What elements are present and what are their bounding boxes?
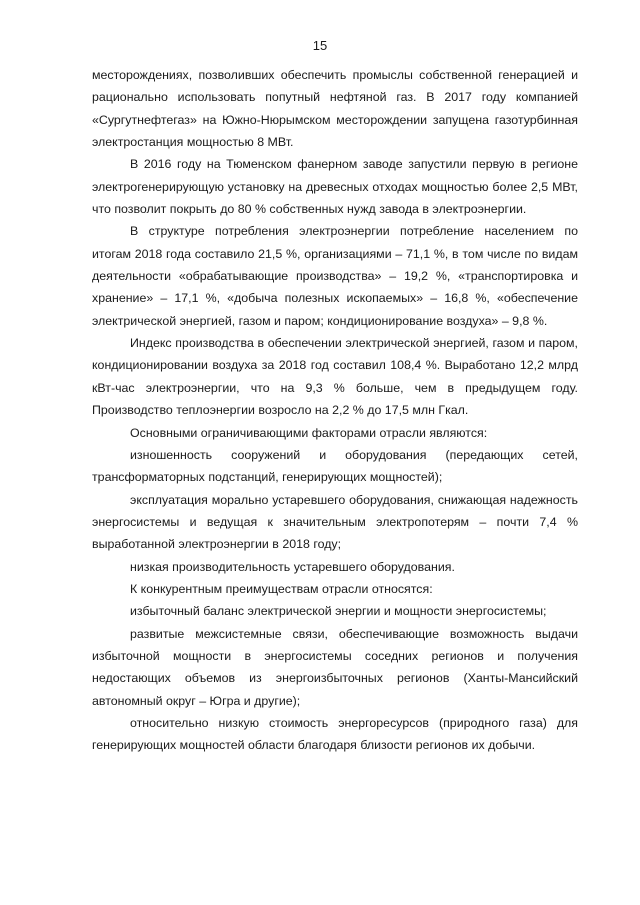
document-body	[92, 64, 578, 757]
paragraph-advantages-intro: К конкурентным преимуществам отрасли относятся:	[130, 581, 433, 596]
paragraph-limiting-factors-intro: Основными ограничивающими факторами отрасли являются:	[130, 425, 488, 440]
list-item-obsolete-equipment: эксплуатация морально устаревшего оборудования, снижающая надежность энергосистемы и ведущая к значительным электропотерям – почти 7,4 % выработанной электроэнергии в 2018 году;	[92, 492, 578, 552]
paragraph-consumption-structure: В структуре потребления электроэнергии потребление населением по итогам 2018 года составило 21,5 %, организациями – 71,1 %, в том числе по видам деятельности «обрабатывающие производства» – 19,2 %, «транспортировка и хранение» – 17,1 %, «добыча полезных ископаемых» – 16,8 %, «обеспечение электрической энергией, газом и паром; кондиционирование воздуха» – 9,8 %.	[92, 224, 578, 328]
list-item-low-energy-cost: относительно низкую стоимость энергоресурсов (природного газа) для генерирующих мощностей области благодаря близости регионов их добычи.	[92, 715, 578, 753]
paragraph-associated-gas: месторождениях, позволивших обеспечить промыслы собственной генерацией и рационально использовать попутный нефтяной газ. В 2017 году компанией «Сургутнефтегаз» на Южно-Нюрымском месторождении запущена газотурбинная электростанция мощностью 8 МВт.	[92, 68, 578, 150]
list-item-intersystem-links: развитые межсистемные связи, обеспечивающие возможность выдачи избыточной мощности в энергосистемы соседних регионов и получения недостающих объемов из энергоизбыточных регионов (Ханты-Мансийский автономный округ – Югра и другие);	[92, 626, 578, 708]
page-number: 15	[312, 38, 328, 53]
list-item-surplus-balance: избыточный баланс электрической энергии и мощности энергосистемы;	[130, 604, 547, 619]
paragraph-production-index: Индекс производства в обеспечении электрической энергией, газом и паром, кондиционировании воздуха за 2018 год составил 108,4 %. Выработано 12,2 млрд кВт-час электроэнергии, что на 9,3 % больше, чем в предыдущем году. Производство теплоэнергии возросло на 2,2 % до 17,5 млн Гкал.	[92, 336, 578, 418]
list-item-low-productivity: низкая производительность устаревшего оборудования.	[130, 559, 455, 574]
list-item-equipment-wear: изношенность сооружений и оборудования (передающих сетей, трансформаторных подстанций, генерирующих мощностей);	[92, 447, 578, 485]
paragraph-plywood-plant: В 2016 году на Тюменском фанерном заводе запустили первую в регионе электрогенерирующую установку на древесных отходах мощностью более 2,5 МВт, что позволит покрыть до 80 % собственных нужд завода в электроэнергии.	[92, 157, 578, 217]
